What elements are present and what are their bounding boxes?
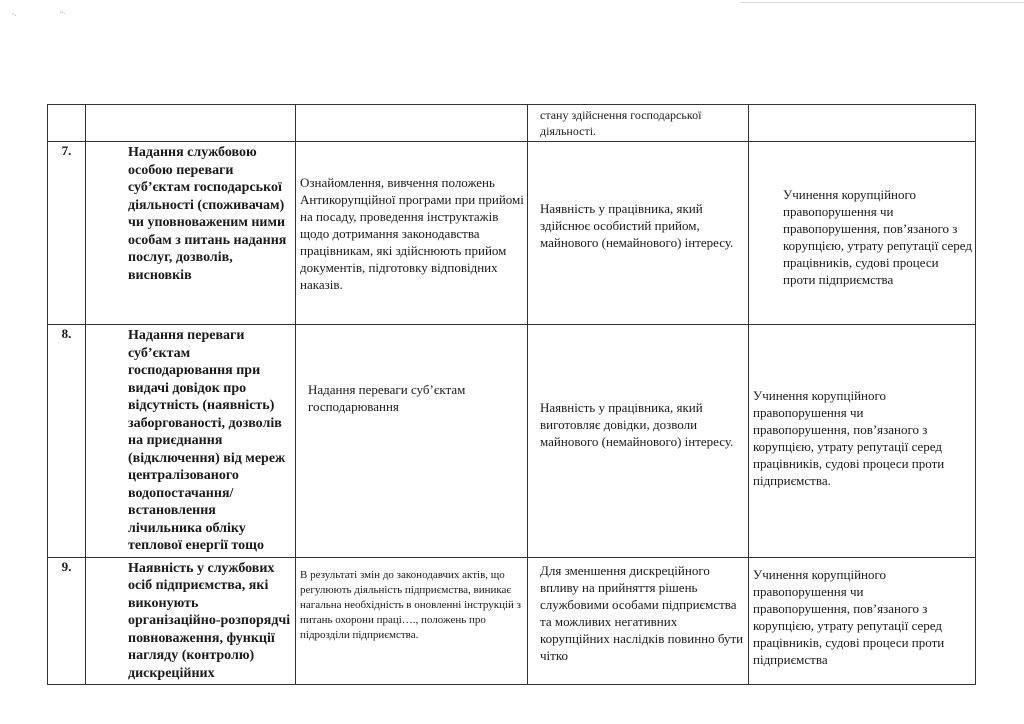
table-row (48, 142, 976, 325)
row-number: 7. (48, 142, 86, 325)
cell-consequences (749, 557, 976, 685)
cell-number-empty (48, 105, 86, 142)
scan-mark-right: “· (60, 10, 66, 18)
cell-risk (86, 142, 296, 325)
corruption-risk-table (47, 104, 976, 685)
risk-text: Надання переваги суб’єктам господарювання при видачі довідок про відсутність (наявність) заборгованості, дозволів на приєднання (відключення) від мереж централізованого водопостачання/ встановлення лічильника обліку теплової енергії тощо (128, 328, 286, 553)
cell-risk (86, 325, 296, 558)
cell-consequences (749, 142, 976, 325)
row-number: 9. (48, 557, 86, 685)
factors-text: Для зменшення дискреційного впливу на прийняття рішень службовими особами підприємства та можливих негативних корупційних наслідків повинно бути чітко (540, 562, 744, 663)
table-row-continuation (48, 105, 976, 142)
factors-text: Наявність у працівника, який виготовляє довідки, дозволи майнового (немайнового) інтересу. (540, 400, 734, 449)
cell-measures (296, 142, 528, 325)
cell-factors (528, 142, 749, 325)
cell-measures (296, 325, 528, 558)
cell-measures-empty (296, 105, 528, 142)
row-number: 8. (48, 325, 86, 558)
consequences-text: Учинення корупційного правопорушення чи правопорушення, пов’язаного з корупцією, утрату репутації серед працівників, судові процеси проти підприємства (783, 187, 973, 287)
cell-risk (86, 557, 296, 685)
cell-consequences-empty (749, 105, 976, 142)
risk-text: Наявність у службових осіб підприємства, які виконують організаційно-розпорядчі повноваження, функції нагляду (контролю) дискреційних (128, 560, 291, 681)
consequences-text: Учинення корупційного правопорушення чи правопорушення, пов’язаного з корупцією, утрату репутації серед працівників, судові процеси проти підприємства. (753, 388, 945, 488)
scan-edge-line (740, 2, 1024, 3)
cell-factors-continuation (528, 105, 749, 142)
risk-text: Надання службовою особою переваги суб’єктам господарської діяльності (споживачам) чи уповноваженим ними особам з питань надання послуг, дозволів, висновків (128, 145, 287, 283)
table-row (48, 557, 976, 685)
consequences-text: Учинення корупційного правопорушення чи правопорушення, пов’язаного з корупцією, утрату репутації серед працівників, судові процеси проти підприємства (753, 566, 945, 667)
scan-mark-left: ‘· (12, 12, 17, 20)
table-row (48, 325, 976, 558)
cell-factors (528, 557, 749, 685)
factors-text: Наявність у працівника, який здійснює особистий прийом, майнового (немайнового) інтересу. (540, 201, 734, 250)
cell-measures (296, 557, 528, 685)
cell-factors (528, 325, 749, 558)
measures-text: Ознайомлення, вивчення положень Антикорупційної програми при прийомі на посаду, проведення інструктажів щодо дотримання законодавства працівникам, які здійснюють прийом документів, підготовку відповідних наказів. (300, 175, 524, 292)
cell-risk-empty (86, 105, 296, 142)
continuation-text: стану здійснення господарської діяльності. (540, 108, 702, 138)
cell-consequences (749, 325, 976, 558)
measures-text: Надання переваги суб’єктам господарювання (308, 382, 466, 414)
measures-text: В результаті змін до законодавчих актів, що регулюють діяльність підприємства, виникає нагальна необхідність в оновленні інструкцій з питань охорони праці…., положень про підрозділи підприємства. (300, 568, 522, 641)
